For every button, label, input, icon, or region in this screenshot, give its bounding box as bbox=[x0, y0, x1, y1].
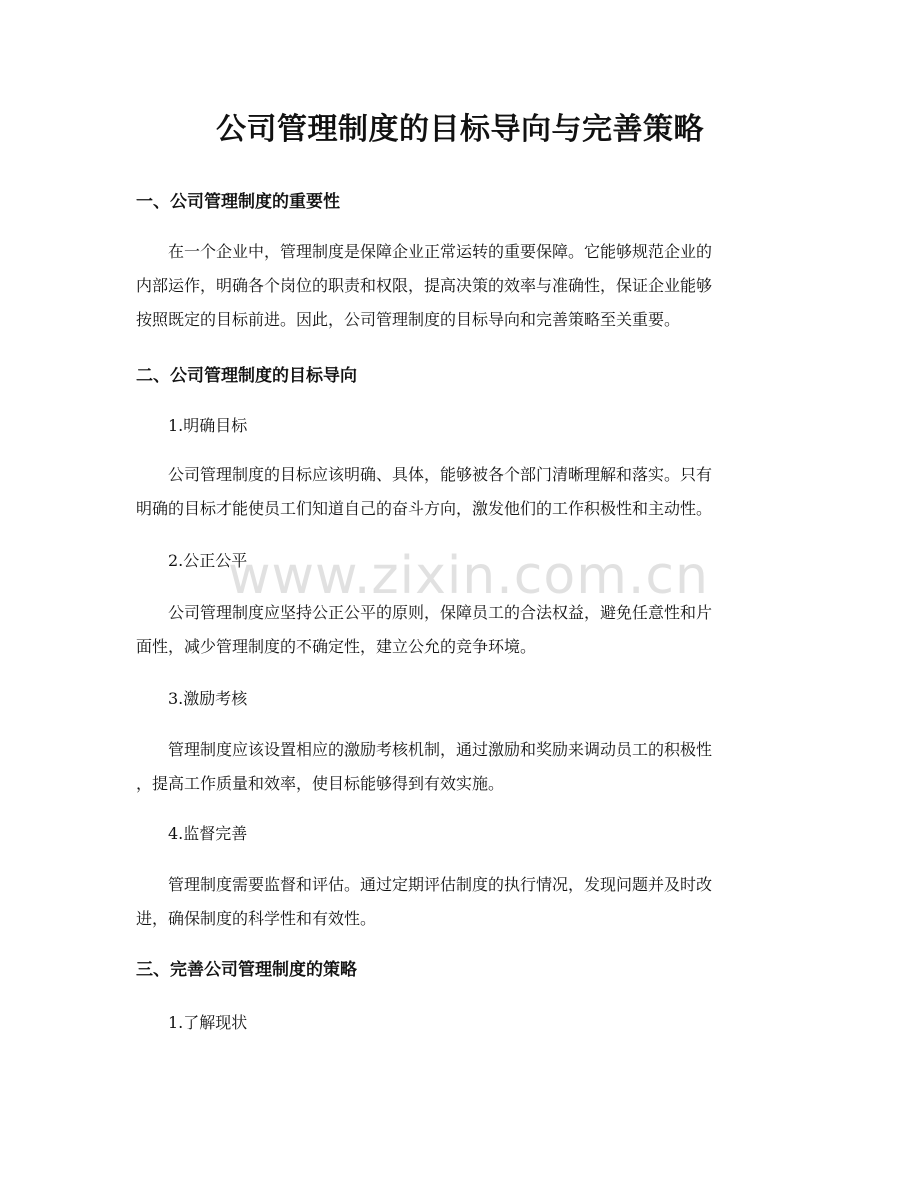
paragraph-fairness bbox=[136, 596, 788, 664]
paragraph-line: 内部运作，明确各个岗位的职责和权限，提高决策的效率与准确性，保证企业能够 bbox=[136, 276, 713, 295]
paragraph-line: 进，确保制度的科学性和有效性。 bbox=[136, 909, 377, 928]
watermark: www.zixin.com.cn bbox=[228, 546, 709, 606]
paragraph-importance bbox=[136, 235, 788, 337]
paragraph-line: 管理制度应该设置相应的激励考核机制，通过激励和奖励来调动员工的积极性 bbox=[168, 740, 713, 759]
paragraph-line: 面性，减少管理制度的不确定性，建立公允的竞争环境。 bbox=[136, 637, 537, 656]
paragraph-clear-goals bbox=[136, 458, 788, 526]
section-heading-importance: 一、公司管理制度的重要性 bbox=[136, 192, 340, 212]
paragraph-line: 按照既定的目标前进。因此，公司管理制度的目标导向和完善策略至关重要。 bbox=[136, 310, 681, 329]
subheading-understand-status: 1.了解现状 bbox=[168, 1013, 248, 1032]
paragraph-supervision bbox=[136, 868, 788, 936]
section-heading-improvement-strategy: 三、完善公司管理制度的策略 bbox=[136, 960, 357, 980]
paragraph-incentive-assessment bbox=[136, 733, 788, 801]
paragraph-line: 公司管理制度应坚持公正公平的原则，保障员工的合法权益，避免任意性和片 bbox=[168, 603, 713, 622]
subheading-supervision: 4.监督完善 bbox=[168, 824, 248, 843]
subheading-clear-goals: 1.明确目标 bbox=[168, 416, 248, 435]
subheading-fairness: 2.公正公平 bbox=[168, 551, 248, 570]
subheading-incentive-assessment: 3.激励考核 bbox=[168, 689, 248, 708]
section-heading-goal-orientation: 二、公司管理制度的目标导向 bbox=[136, 366, 357, 386]
paragraph-line: ，提高工作质量和效率，使目标能够得到有效实施。 bbox=[136, 774, 505, 793]
paragraph-line: 公司管理制度的目标应该明确、具体，能够被各个部门清晰理解和落实。只有 bbox=[168, 465, 713, 484]
paragraph-line: 管理制度需要监督和评估。通过定期评估制度的执行情况，发现问题并及时改 bbox=[168, 875, 713, 894]
paragraph-line: 在一个企业中，管理制度是保障企业正常运转的重要保障。它能够规范企业的 bbox=[168, 242, 713, 261]
paragraph-line: 明确的目标才能使员工们知道自己的奋斗方向，激发他们的工作积极性和主动性。 bbox=[136, 499, 713, 518]
page-title: 公司管理制度的目标导向与完善策略 bbox=[216, 112, 704, 147]
